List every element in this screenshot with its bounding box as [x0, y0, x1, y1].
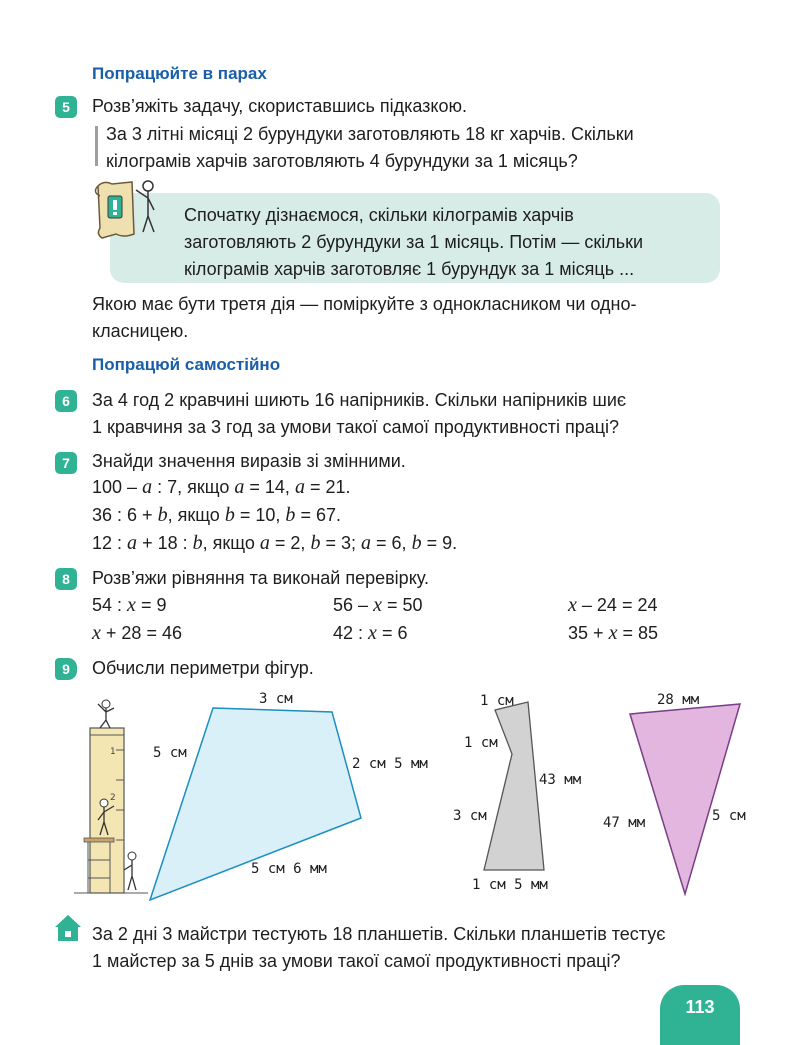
section-heading-pairs: Попрацюйте в парах [92, 64, 267, 83]
task7-expression-2: 36 : 6 + b, якщо b = 10, b = 67. [92, 504, 341, 526]
task8-instruction: Розв’яжи рівняння та виконай перевірку. [92, 568, 429, 588]
task6-line2: 1 кравчиня за 3 год за умови такої самої продуктивності праці? [92, 417, 620, 437]
equation-6: 35 + x = 85 [568, 622, 659, 644]
equation-3: x – 24 = 24 [568, 594, 658, 616]
equation-4: x + 28 = 46 [92, 622, 182, 644]
page-number: 113 [660, 985, 740, 1045]
task-number-8: 8 [55, 568, 77, 590]
task5-instruction: Розв’яжіть задачу, скориставшись підказкою. [92, 96, 468, 116]
task-number-7: 7 [55, 452, 77, 474]
task-number-6: 6 [55, 390, 77, 412]
tri-label-left: 47 мм [603, 815, 646, 831]
hint-line3: кілограмів харчів заготовляє 1 бурундук за 1 місяць ... [184, 259, 635, 279]
quadrilateral-figure [140, 700, 380, 910]
task5-problem-line2: кілограмів харчів заготовляють 4 бурундуки за 1 місяць? [106, 151, 578, 171]
ruler-mark-1: 1 [110, 747, 116, 757]
quad-label-left: 5 см [153, 745, 187, 761]
tri-label-right: 5 см [712, 808, 746, 824]
task-number-9: 9 [55, 658, 77, 680]
triangle-figure [625, 700, 745, 900]
problem-bar [95, 126, 98, 166]
homework-line1: За 2 дні 3 майстри тестують 18 планшетів. Скільки планшетів тестує [92, 924, 666, 944]
poly-label-bottom: 1 см 5 мм [472, 877, 548, 893]
hint-line2: заготовляють 2 бурундуки за 1 місяць. Потім — скільки [184, 232, 644, 252]
task5-question-line1: Якою має бути третя дія — поміркуйте з однокласником чи одно- [92, 294, 637, 314]
ruler-mark-2: 2 [110, 793, 116, 803]
task9-instruction: Обчисли периметри фігур. [92, 658, 314, 678]
task6-line1: За 4 год 2 кравчині шиють 16 напірників. Скільки напірників шиє [92, 390, 627, 410]
poly-label-upper-left: 1 см [464, 735, 498, 751]
task7-expression-3: 12 : a + 18 : b, якщо a = 2, b = 3; a = 6, b = 9. [92, 532, 458, 554]
homework-line2: 1 майстер за 5 днів за умови такої самої продуктивності праці? [92, 951, 621, 971]
task5-question-line2: класницею. [92, 321, 189, 341]
poly-label-left: 3 см [453, 808, 487, 824]
triangle-shape [630, 704, 740, 894]
task7-instruction: Знайди значення виразів зі змінними. [92, 451, 406, 471]
quad-label-right: 2 см 5 мм [352, 756, 428, 772]
section-heading-solo: Попрацюй самостійно [92, 355, 281, 374]
poly-label-right: 43 мм [539, 772, 582, 788]
polygon-shape [484, 702, 544, 870]
ruler-illustration [70, 690, 150, 900]
equation-2: 56 – x = 50 [333, 594, 423, 616]
quad-label-top: 3 см [259, 691, 293, 707]
hint-line1: Спочатку дізнаємося, скільки кілограмів харчів [184, 205, 574, 225]
tri-label-top: 28 мм [657, 692, 700, 708]
poly-label-top: 1 см [480, 693, 514, 709]
task7-expression-1: 100 – a : 7, якщо a = 14, a = 21. [92, 476, 351, 498]
task5-problem-line1: За 3 літні місяці 2 бурундуки заготовляють 18 кг харчів. Скільки [106, 124, 634, 144]
task-number-5: 5 [55, 96, 77, 118]
quad-label-bottom: 5 см 6 мм [251, 861, 327, 877]
equation-5: 42 : x = 6 [333, 622, 408, 644]
home-icon [53, 913, 83, 943]
equation-1: 54 : x = 9 [92, 594, 167, 616]
hint-scroll-icon [88, 176, 168, 246]
